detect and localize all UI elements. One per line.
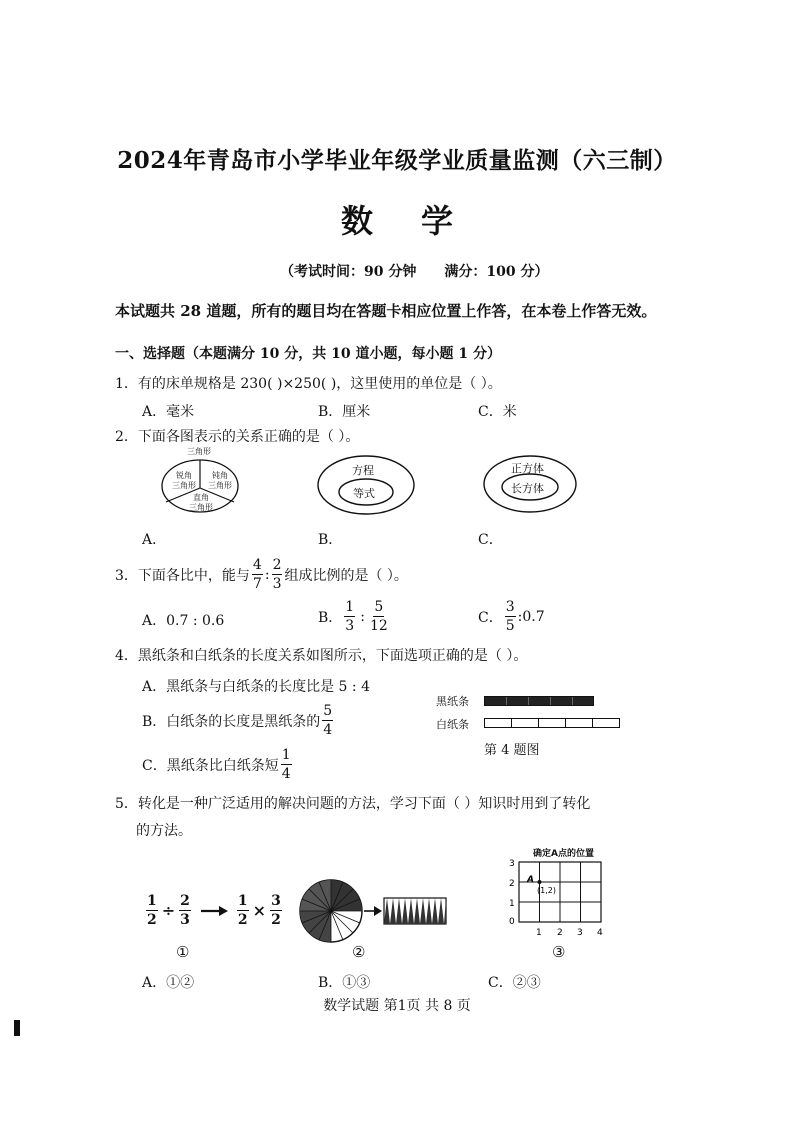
fraction-1-4 xyxy=(281,748,292,781)
fraction-3-2 xyxy=(270,894,282,927)
white-strip-label: 白纸条 xyxy=(436,718,469,731)
fraction-1-2 xyxy=(146,894,158,927)
denominator: 2 xyxy=(237,912,248,928)
option-text: B．白纸条的长度是黑纸条的 xyxy=(142,713,321,730)
fraction-2-3 xyxy=(179,894,191,927)
figure-mark-3: ③ xyxy=(552,943,566,961)
ratio-colon: : xyxy=(264,566,270,583)
page-footer: 数学试题 第1页 共 8 页 xyxy=(323,998,471,1014)
question-1-option-b: B．厘米 xyxy=(318,404,371,420)
full-score: 满分：100 分） xyxy=(444,264,549,280)
question-4-caption: 第 4 题图 xyxy=(484,743,540,758)
option-rest: :0.7 xyxy=(517,608,545,625)
venn-outer-equation: 方程 xyxy=(352,464,374,477)
grid-point-coord: (1,2) xyxy=(537,886,556,895)
ratio-colon: : xyxy=(360,608,365,625)
denominator: 3 xyxy=(345,618,355,634)
exam-meta xyxy=(280,261,548,281)
venn-inner-equality: 等式 xyxy=(353,487,375,500)
numerator: 1 xyxy=(281,747,291,763)
question-4-stem: 4．黑纸条和白纸条的长度关系如图所示，下面选项正确的是（ ）。 xyxy=(115,648,528,664)
grid-point-label: A xyxy=(527,875,534,885)
pie-obtuse-label-2: 三角形 xyxy=(208,481,232,490)
option-text: C．黑纸条比白纸条短 xyxy=(142,757,279,774)
question-3-stem-pre: 3．下面各比中，能与 xyxy=(115,567,250,584)
denominator: 4 xyxy=(323,722,333,738)
white-strip xyxy=(484,718,620,728)
question-2-stem: 2．下面各图表示的关系正确的是（ ）。 xyxy=(115,429,360,445)
denominator: 4 xyxy=(281,766,291,782)
segmented-circle xyxy=(300,880,362,942)
question-3-option-c xyxy=(478,600,545,633)
y-tick-1: 1 xyxy=(509,899,515,909)
question-2-option-c: C． xyxy=(478,532,503,548)
cube-venn xyxy=(482,454,578,514)
question-3-stem xyxy=(115,558,408,591)
fraction-1-2-b xyxy=(237,894,249,927)
question-1-option-a: A．毫米 xyxy=(142,404,195,420)
black-strip xyxy=(484,696,594,706)
question-5-option-a: A．①② xyxy=(142,975,195,991)
question-4-option-a: A．黑纸条与白纸条的长度比是 5 : 4 xyxy=(142,679,370,695)
numerator: 3 xyxy=(271,893,281,909)
sawtooth-rectangle xyxy=(384,898,446,924)
question-2-option-a: A． xyxy=(142,532,167,548)
scan-mark xyxy=(14,1020,20,1036)
question-3-option-b xyxy=(318,600,390,633)
figure-mark-2: ② xyxy=(352,943,366,961)
x-tick-2: 2 xyxy=(557,928,563,938)
x-tick-4: 4 xyxy=(597,928,603,938)
fraction-1-3 xyxy=(344,600,355,633)
pie-acute-label: 锐角 xyxy=(176,471,192,480)
question-2-option-b: B． xyxy=(318,532,343,548)
numerator: 1 xyxy=(237,893,248,909)
figure-mark-1: ① xyxy=(176,943,190,961)
denominator: 7 xyxy=(252,576,262,592)
numerator: 3 xyxy=(505,599,515,615)
grid-title: 确定A点的位置 xyxy=(533,849,594,859)
fraction-4-7 xyxy=(252,558,263,591)
question-1-option-c: C．米 xyxy=(478,404,517,420)
question-5-option-c: C．②③ xyxy=(488,975,541,991)
numerator: 2 xyxy=(272,557,282,573)
denominator: 3 xyxy=(180,912,190,928)
section-heading: 一、选择题（本题满分 10 分，共 10 道小题，每小题 1 分） xyxy=(115,346,501,362)
fraction-5-12 xyxy=(370,600,388,633)
black-strip-label: 黑纸条 xyxy=(436,695,469,708)
triangle-classification-pie xyxy=(160,446,240,514)
venn-inner-cuboid: 长方体 xyxy=(511,482,544,495)
numerator: 1 xyxy=(345,599,355,615)
denominator: 2 xyxy=(147,912,157,928)
fraction-3-5 xyxy=(505,600,516,633)
question-3-stem-post: 组成比例的是（ ）。 xyxy=(284,567,408,584)
exam-time: （考试时间：90 分钟 xyxy=(280,264,417,280)
equation-venn xyxy=(316,454,416,516)
y-tick-2: 2 xyxy=(509,879,515,889)
divide-sign: ÷ xyxy=(161,901,176,920)
pie-outer-label: 三角形 xyxy=(187,447,211,456)
denominator: 12 xyxy=(369,618,388,634)
numerator: 2 xyxy=(180,893,190,909)
denominator: 5 xyxy=(505,618,515,634)
x-tick-1: 1 xyxy=(536,928,542,938)
exam-title: 2024年青岛市小学毕业年级学业质量监测（六三制） xyxy=(117,147,677,174)
fraction-5-4 xyxy=(322,704,333,737)
fraction-2-3 xyxy=(272,558,283,591)
venn-outer-cube: 正方体 xyxy=(511,462,544,475)
question-5-stem-line-1: 5．转化是一种广泛适用的解决问题的方法，学习下面（ ）知识时用到了转化 xyxy=(115,796,591,812)
question-4-option-c xyxy=(142,748,294,781)
numerator: 1 xyxy=(147,893,157,909)
question-4-option-b xyxy=(142,704,335,737)
arrow-right-icon xyxy=(199,904,229,918)
option-label: B． xyxy=(318,609,343,626)
pie-obtuse-label: 钝角 xyxy=(212,471,228,480)
numerator: 5 xyxy=(374,599,384,615)
coordinate-grid xyxy=(505,858,615,938)
numerator: 4 xyxy=(252,557,262,573)
numerator: 5 xyxy=(323,703,333,719)
y-tick-0: 0 xyxy=(509,917,515,927)
pie-right-label-2: 三角形 xyxy=(189,503,213,512)
question-5-option-b: B．①③ xyxy=(318,975,371,991)
exam-notice: 本试题共 28 道题，所有的题目均在答题卡相应位置上作答，在本卷上作答无效。 xyxy=(115,302,657,320)
pie-acute-label-2: 三角形 xyxy=(172,481,196,490)
pie-right-label: 直角 xyxy=(193,493,209,502)
denominator: 2 xyxy=(271,912,281,928)
option-label: C． xyxy=(478,609,503,626)
question-5-stem-line-2: 的方法。 xyxy=(136,823,192,839)
x-tick-3: 3 xyxy=(577,928,583,938)
denominator: 3 xyxy=(272,576,282,592)
arrow-right-icon xyxy=(374,906,382,916)
division-to-multiplication xyxy=(144,894,284,927)
multiply-sign: × xyxy=(252,901,267,920)
question-3-option-a: A．0.7 : 0.6 xyxy=(142,613,225,629)
question-1-stem: 1．有的床单规格是 230( )×250( )，这里使用的单位是（ ）。 xyxy=(115,376,502,392)
subject-title: 数学 xyxy=(340,202,501,240)
circle-to-rectangle-diagram xyxy=(298,878,448,944)
y-tick-3: 3 xyxy=(509,859,515,869)
coordinate-grid-figure xyxy=(505,846,615,938)
